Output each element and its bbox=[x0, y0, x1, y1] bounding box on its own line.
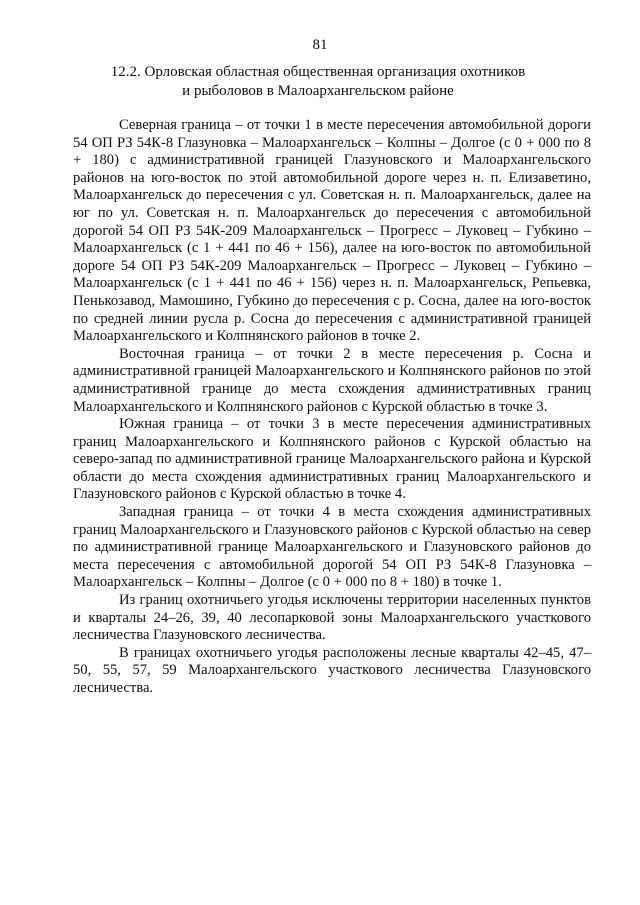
paragraph-west-border: Западная граница – от точки 4 в места схождения административных границ Малоархангельского и Глазуновского районов с Курской областью на север по административной границе Малоархангельского и Глазуновского районов до места пересечения с автомобильной дорогой 54 ОП РЗ 54К-8 Глазуновка – Малоархангельск – Колпны – Долгое (с 0 + 000 по 8 + 180) в точке 1. bbox=[73, 504, 591, 591]
page-number: 81 bbox=[312, 37, 328, 53]
paragraph-south-border: Южная граница – от точки 3 в месте пересечения административных границ Малоархангельского и Колпнянского районов с Курской областью на северо-запад по административной границе Малоархангельского района и Курской области до места схождения административных границ Малоархангельского и Глазуновского районов с Курской областью в точке 4. bbox=[73, 416, 591, 503]
paragraph-east-border: Восточная граница – от точки 2 в месте пересечения р. Сосна и административной границей Малоархангельского и Колпнянского районов по этой административной границе до места схождения административных границ Малоархангельского и Колпнянского районов с Курской областью в точке 3. bbox=[73, 345, 591, 415]
paragraph-north-border: Северная граница – от точки 1 в месте пересечения автомобильной дороги 54 ОП РЗ 54К-8 Глазуновка – Малоархангельск – Колпны – Долгое (с 0 + 000 по 8 + 180) с административной границей Глазуновского и Малоархангельского районов на юго-восток по этой автомобильной дороге через н. п. Елизаветино, Малоархангельск до пересечения с ул. Советская н. п. Малоархангельск, далее на юг по ул. Советская н. п. Малоархангельск до пересечения с автомобильной дорогой 54 ОП РЗ 54К-209 Малоархангельск – Прогресс – Луковец – Губкино – Малоархангельск (с 1 + 441 по 46 + 156), далее на юго-восток по автомобильной дороге 54 ОП РЗ 54К-209 Малоархангельск – Прогресс – Луковец – Губкино – Малоархангельск (с 1 + 441 по 46 + 156) через н. п. Малоархангельск, Репьевка, Пенькозавод, Мамошино, Губкино до пересечения с р. Сосна, далее на юго-восток по средней линии русла р. Сосна до пересечения с административной границей Малоархангельского и Колпнянского районов в точке 2. bbox=[73, 117, 591, 345]
section-heading-line-2: и рыболовов в Малоархангельском районе bbox=[182, 83, 454, 99]
paragraph-forest-quarters: В границах охотничьего угодья расположены лесные кварталы 42–45, 47–50, 55, 57, 59 Малоархангельского участкового лесничества Глазуновского лесничества. bbox=[73, 644, 591, 696]
section-heading-line-1: 12.2. Орловская областная общественная организация охотников bbox=[110, 64, 526, 80]
section-heading bbox=[90, 63, 546, 101]
paragraph-exclusions: Из границ охотничьего угодья исключены территории населенных пунктов и кварталы 24–26, 39, 40 лесопарковой зоны Малоархангельского участкового лесничества Глазуновского лесничества. bbox=[73, 592, 591, 644]
document-body bbox=[73, 117, 591, 698]
